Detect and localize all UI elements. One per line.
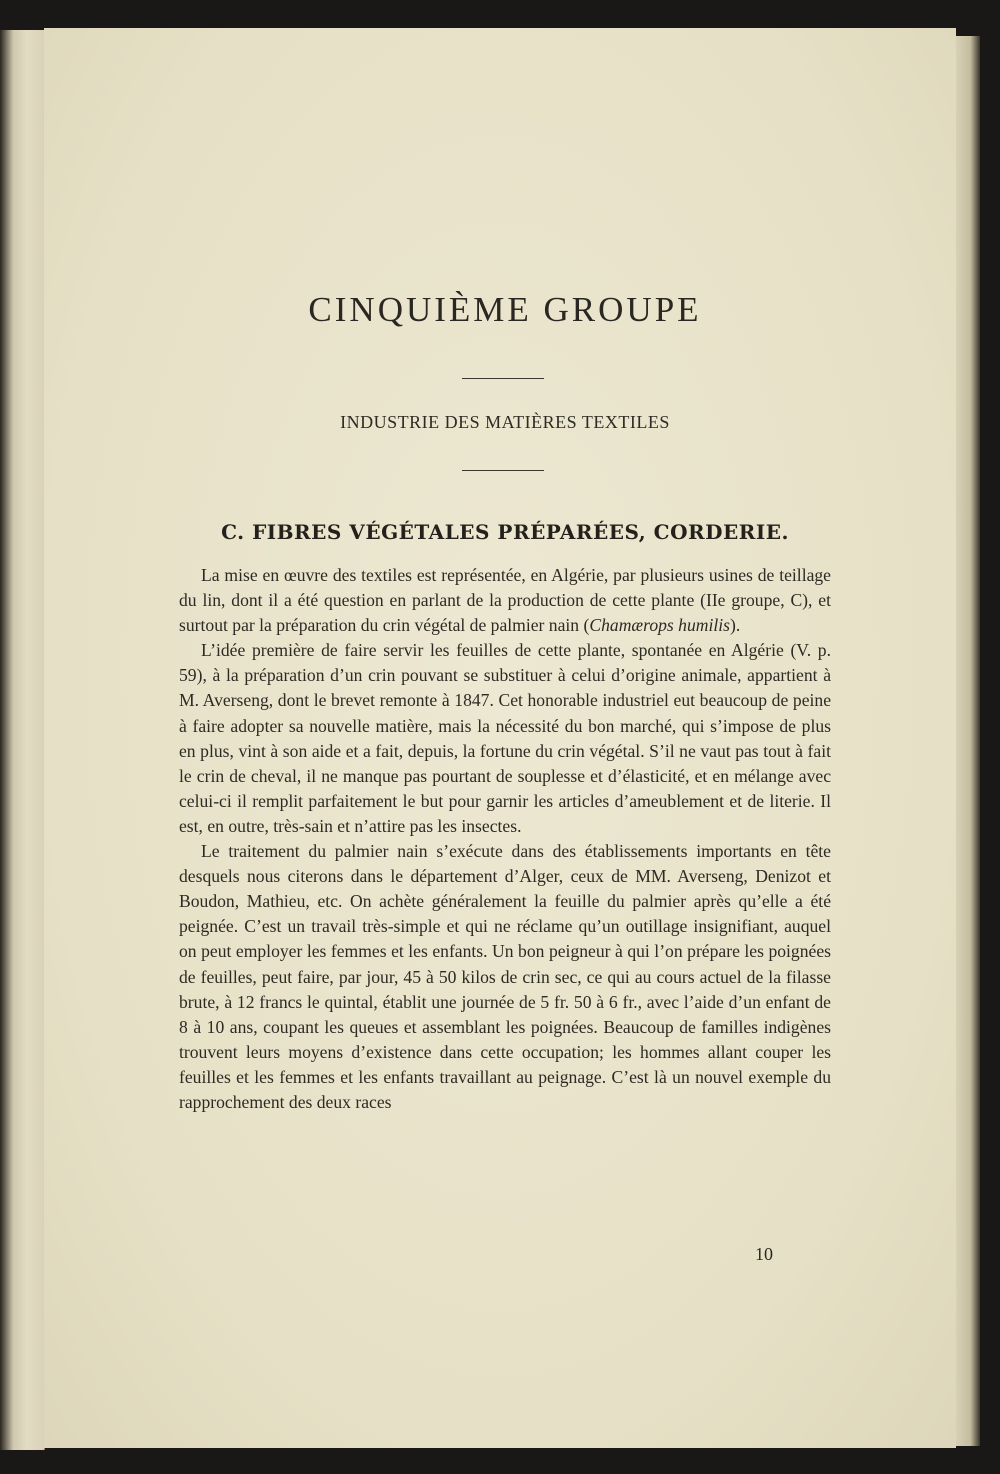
page-number: 10 (755, 1244, 773, 1264)
section-title: C. FIBRES VÉGÉTALES PRÉPARÉES, CORDERIE. (221, 520, 789, 544)
paragraph-1: La mise en œuvre des textiles est représentée, en Algérie, par plusieurs usines de teillage du lin, dont il a été question en parlant de la production de cette plante (IIe groupe, C), et surtout par la préparation du crin végétal de palmier nain (Chamærops humilis). (179, 565, 831, 636)
book-spine-edge (0, 30, 45, 1450)
divider-rule (462, 378, 544, 379)
body-text (179, 563, 831, 1115)
paragraph-3: Le traitement du palmier nain s’exécute dans des établissements importants en tête desquels nous citerons dans le département d’Alger, ceux de MM. Averseng, Denizot et Boudon, Mathieu, etc. On achète généralement la feuille du palmier après qu’elle a été peignée. C’est un travail très-simple et qui ne réclame qu’un outillage insignifiant, auquel on peut employer les femmes et les enfants. Un bon peigneur à qui l’on prépare les poignées de feuilles, peut faire, par jour, 45 à 50 kilos de crin sec, ce qui au cours actuel de la filasse brute, à 12 francs le quintal, établit une journée de 5 fr. 50 à 6 fr., avec l’aide d’un enfant de 8 à 10 ans, coupant les queues et assemblant les poignées. Beaucoup de familles indigènes trouvent leurs moyens d’existence dans cette occupation; les hommes allant couper les feuilles et les femmes et les enfants travaillant au peignage. C’est là un nouvel exemple du rapprochement des deux races (179, 841, 831, 1112)
species-name: Chamærops humilis (589, 615, 730, 636)
paragraph-2: L’idée première de faire servir les feuilles de cette plante, spontanée en Algérie (V. p. 59), à la préparation d’un crin pouvant se substituer à celui d’origine animale, appartient à M. Averseng, dont le brevet remonte à 1847. Cet honorable industriel eut beaucoup de peine à faire adopter sa nouvelle matière, mais la nécessité du bon marché, qui s’impose de plus en plus, vint à son aide et a fait, depuis, la fortune du crin végétal. S’il ne vaut pas tout à fait le crin de cheval, il ne manque pas pourtant de souplesse et d’élasticité, et en mélange avec celui-ci il remplit parfaitement le but pour garnir les articles d’ameublement et de literie. Il est, en outre, très-sain et n’attire pas les insectes. (179, 640, 831, 836)
page-edge-right (956, 36, 980, 1446)
divider-rule (462, 470, 544, 471)
subtitle: INDUSTRIE DES MATIÈRES TEXTILES (340, 412, 670, 432)
book-page (44, 28, 956, 1448)
group-title: CINQUIÈME GROUPE (308, 290, 702, 329)
